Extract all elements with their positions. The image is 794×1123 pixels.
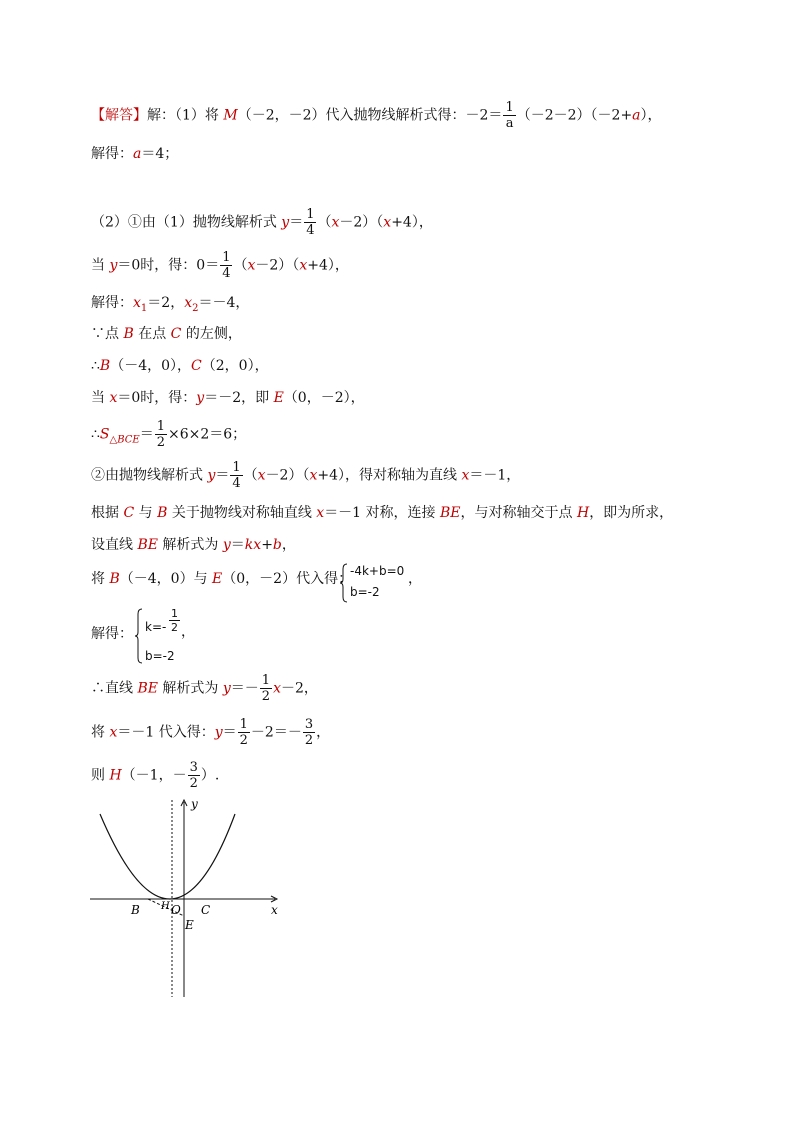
parabola-figure (85, 792, 285, 1002)
solution-line-1: 【解答】解：（1）将 M（－2，－2）代入抛物线解析式得：－2＝ $\frac{1}{a}$ （－2－2）（－2+a）， (91, 100, 662, 131)
label-c: C (201, 903, 211, 917)
solution-line-4: 当 y＝0时，得：0＝ $\frac{1}{4}$ （x－2）（x+4）， (91, 250, 349, 281)
brace-icon (135, 608, 143, 664)
fraction: $\frac{1}{2}$ (261, 673, 271, 704)
solution-line-16: 将 x＝－1 代入得：y＝ $\frac{1}{2}$ －2＝－ $\frac{3}{2}$ ， (91, 717, 331, 748)
equation-system-2: k=- $\frac{1}{2}$ ， b=-2 (135, 608, 205, 664)
solution-line-13: 将 B（－4，0）与 E（0，－2）代入得： (91, 571, 353, 587)
solution-line-11: 根据 C 与 B 关于抛物线对称轴直线 x＝－1 对称，连接 BE，与对称轴交于点 H，即为所求， (91, 505, 674, 521)
solution-line-14: 解得： (91, 626, 133, 642)
solution-line-6: ∵点 B 在点 C 的左侧， (91, 326, 242, 342)
fraction: $\frac{1}{2}$ (239, 717, 248, 748)
brace-icon (340, 563, 348, 603)
label-e: E (185, 918, 194, 932)
solution-line-5: 解得：$x_1=2$，$x_2=-4$， (91, 295, 250, 314)
solution-line-10: ②由抛物线解析式 y＝ $\frac{1}{4}$ （x－2）（x+4），得对称轴为直线 x＝－1， (91, 460, 521, 491)
label-o: O (171, 903, 181, 917)
equation-system-1: -4k+b=0 b=-2 ， (340, 563, 410, 603)
answer-tag: 【解答】 (91, 106, 147, 123)
fraction: $\frac{1}{2}$ (171, 607, 178, 634)
solution-line-3: （2）①由（1）抛物线解析式 y＝ $\frac{1}{4}$ （x－2）（x+4）， (91, 207, 433, 238)
solution-line-8: 当 x＝0时，得：y＝－2，即 E（0，－2）， (91, 390, 365, 406)
fraction: $\frac{3}{2}$ (304, 717, 314, 748)
fraction: $\frac{1}{a}$ (505, 100, 514, 131)
fraction: $\frac{1}{2}$ (156, 419, 165, 450)
solution-line-15: ∴直线 BE 解析式为 y＝－ $\frac{1}{2}$ x－2， (91, 673, 318, 704)
solution-line-12: 设直线 BE 解析式为 y＝kx+b， (91, 537, 296, 553)
fraction: $\frac{1}{4}$ (306, 207, 315, 238)
label-h: H (161, 901, 170, 912)
solution-line-9: $\therefore S_{\triangle BCE}=$ $\frac{1}{2}$ ×6×2＝6； (91, 419, 247, 450)
fraction: $\frac{1}{4}$ (222, 250, 231, 281)
fraction: $\frac{3}{2}$ (189, 760, 198, 791)
solution-line-17: 则 H（－1，－ $\frac{3}{2}$ ）. (91, 760, 220, 791)
label-b: B (131, 903, 140, 917)
fraction: $\frac{1}{4}$ (232, 460, 241, 491)
solution-line-2: 解得：a＝4； (91, 146, 179, 162)
parabola-curve (100, 814, 235, 899)
label-y: y (191, 797, 198, 811)
solution-line-7: ∴B（－4，0），C（2，0）， (91, 358, 269, 374)
label-x: x (271, 903, 278, 917)
